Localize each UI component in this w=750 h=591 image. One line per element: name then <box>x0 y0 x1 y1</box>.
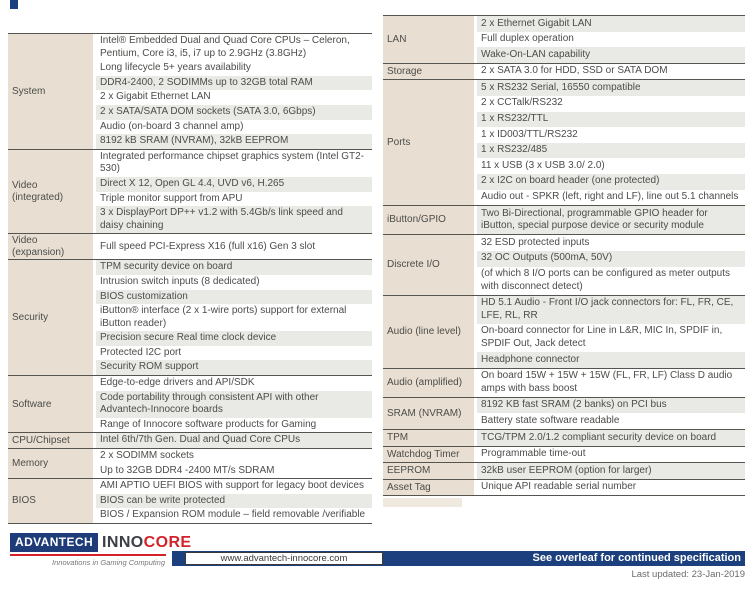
spec-label: Security <box>8 260 93 375</box>
spec-row: Protected I2C port <box>100 346 182 358</box>
spec-values <box>96 479 372 523</box>
spec-values <box>96 234 372 259</box>
spec-row: 2 x Gigabit Ethernet LAN <box>100 91 211 103</box>
spec-row: 5 x RS232 Serial, 16550 compatible <box>477 80 745 96</box>
spec-row: HD 5.1 Audio - Front I/O jack connectors for: FL, FR, CE, LFE, RL, RR <box>477 296 745 324</box>
spec-row: Audio out - SPKR (left, right and LF), line out 5.1 channels <box>481 191 739 203</box>
spec-section-audio-amplified <box>383 368 745 397</box>
spec-row: BIOS / Expansion ROM module – field removable /verifiable <box>100 509 366 521</box>
spec-label: BIOS <box>8 479 93 523</box>
spec-values <box>96 449 372 478</box>
spec-section-video-expansion <box>8 233 372 259</box>
spec-row: 2 x CCTalk/RS232 <box>481 97 563 109</box>
header-accent-square <box>10 0 18 9</box>
spec-label: Software <box>8 376 93 432</box>
spec-section-asset-tag <box>383 479 745 497</box>
spec-row: Full duplex operation <box>481 33 574 45</box>
spec-row: BIOS customization <box>96 290 372 305</box>
spec-section-ports <box>383 79 745 205</box>
spec-row: On board 15W + 15W + 15W (FL, FR, LF) Class D audio amps with bass boost <box>481 370 733 394</box>
spec-row: 32 ESD protected inputs <box>481 236 590 248</box>
spec-section-discrete-i-o <box>383 234 745 294</box>
spec-row: iButton® interface (2 x 1-wire ports) support for external iButton reader) <box>100 305 347 329</box>
spec-row: TPM security device on board <box>96 260 372 275</box>
spec-label: EEPROM <box>383 463 474 479</box>
spec-row: Range of Innocore software products for Gaming <box>100 418 317 430</box>
spec-label: LAN <box>383 16 474 63</box>
spec-row: DDR4-2400, 2 SODIMMs up to 32GB total RAM <box>96 76 372 91</box>
spec-values <box>477 206 745 234</box>
spec-section-eeprom <box>383 462 745 479</box>
spec-section-system <box>8 33 372 149</box>
spec-label: SRAM (NVRAM) <box>383 398 474 429</box>
spec-label: Ports <box>383 80 474 205</box>
spec-section-watchdog-timer <box>383 446 745 463</box>
spec-label: Audio (line level) <box>383 296 474 368</box>
overleaf-note: See overleaf for continued specification <box>532 552 741 564</box>
spec-row: 1 x ID003/TTL/RS232 <box>481 128 578 140</box>
spec-row: On-board connector for Line in L&R, MIC In, SPDIF in, SPDIF Out, Jack detect <box>481 325 723 349</box>
spec-row: Audio (on-board 3 channel amp) <box>100 120 244 132</box>
spec-values <box>477 369 745 397</box>
spec-label: Video (expansion) <box>8 234 93 259</box>
spec-section-cpu-chipset <box>8 432 372 448</box>
spec-section-storage <box>383 63 745 80</box>
footer-blue-bar <box>172 551 745 566</box>
last-updated-text: Last updated: 23-Jan-2019 <box>631 569 745 580</box>
spec-section-ibutton-gpio <box>383 205 745 234</box>
spec-label: iButton/GPIO <box>383 206 474 234</box>
spec-row: 2 x I2C on board header (one protected) <box>477 174 745 190</box>
spec-row: Full speed PCI-Express X16 (full x16) Gen 3 slot <box>100 240 316 252</box>
spec-row: Direct X 12, Open GL 4.4, UVD v6, H.265 <box>96 177 372 192</box>
spec-row: Headphone connector <box>477 352 745 368</box>
spec-row: Intrusion switch inputs (8 dedicated) <box>100 275 260 287</box>
spec-row: Programmable time-out <box>481 448 586 460</box>
spec-row: TCG/TPM 2.0/1.2 compliant security device on board <box>477 430 745 446</box>
table-remnant-cell <box>383 498 462 507</box>
logo-tagline: Innovations in Gaming Computing <box>52 558 165 567</box>
spec-row: Intel 6th/7th Gen. Dual and Quad Core CPUs <box>96 433 372 448</box>
spec-section-audio-line-level <box>383 295 745 368</box>
spec-section-software <box>8 375 372 432</box>
spec-label: System <box>8 34 93 149</box>
spec-row: BIOS can be write protected <box>96 494 372 509</box>
spec-row: AMI APTIO UEFI BIOS with support for legacy boot devices <box>100 480 364 492</box>
spec-values <box>477 430 745 446</box>
spec-section-tpm <box>383 429 745 446</box>
spec-values <box>477 64 745 80</box>
spec-values <box>477 235 745 294</box>
spec-row: Unique API readable serial number <box>481 481 637 493</box>
spec-row: 1 x RS232/TTL <box>477 112 745 128</box>
spec-section-sram-nvram <box>383 397 745 429</box>
spec-section-memory <box>8 448 372 478</box>
spec-values <box>477 463 745 479</box>
spec-row: Up to 32GB DDR4 -2400 MT/s SDRAM <box>100 464 275 476</box>
spec-label: Asset Tag <box>383 480 474 496</box>
spec-row: Precision secure Real time clock device <box>96 331 372 346</box>
spec-row: Triple monitor support from APU <box>100 192 243 204</box>
spec-label: Watchdog Timer <box>383 447 474 463</box>
spec-row: Security ROM support <box>96 360 372 375</box>
spec-row: 32 OC Outputs (500mA, 50V) <box>477 251 745 267</box>
spec-values <box>477 398 745 429</box>
spec-row: 3 x DisplayPort DP++ v1.2 with 5.4Gb/s link speed and daisy chaining <box>96 206 372 233</box>
spec-section-lan <box>383 15 745 63</box>
logo-red-rule <box>10 554 166 556</box>
spec-row: Integrated performance chipset graphics system (Intel GT2-530) <box>100 150 365 175</box>
spec-row: Wake-On-LAN capability <box>477 47 745 63</box>
spec-label: Discrete I/O <box>383 235 474 294</box>
spec-values <box>96 260 372 375</box>
spec-label: CPU/Chipset <box>8 433 93 448</box>
spec-row: Long lifecycle 5+ years availability <box>100 62 251 74</box>
spec-row: Edge-to-edge drivers and API/SDK <box>100 377 255 389</box>
spec-row: 11 x USB (3 x USB 3.0/ 2.0) <box>481 159 605 171</box>
spec-section-security <box>8 259 372 375</box>
spec-values <box>96 150 372 234</box>
spec-label: Memory <box>8 449 93 478</box>
advantech-innocore-logo <box>10 533 192 567</box>
spec-values <box>477 16 745 63</box>
spec-label: Storage <box>383 64 474 80</box>
spec-row: 2 x SODIMM sockets <box>100 450 194 462</box>
spec-row: 8192 KB fast SRAM (2 banks) on PCI bus <box>477 398 745 414</box>
spec-row: (of which 8 I/O ports can be configured as meter outputs with disconnect detect) <box>481 268 731 292</box>
spec-row: Code portability through consistent API with other Advantech-Innocore boards <box>96 391 372 418</box>
spec-table-right <box>383 15 745 496</box>
spec-values <box>477 447 745 463</box>
spec-row: 2 x SATA/SATA DOM sockets (SATA 3.0, 6Gbps) <box>96 105 372 120</box>
innocore-wordmark: INNOCORE <box>102 533 192 551</box>
spec-section-video-integrated <box>8 149 372 234</box>
spec-values <box>96 433 372 448</box>
spec-row: 32kB user EEPROM (option for larger) <box>477 463 745 479</box>
spec-label: Audio (amplified) <box>383 369 474 397</box>
website-url: www.advantech-innocore.com <box>185 552 383 565</box>
spec-section-bios <box>8 478 372 524</box>
spec-row: 2 x Ethernet Gigabit LAN <box>477 16 745 32</box>
spec-table-left <box>8 33 372 524</box>
spec-values <box>96 376 372 432</box>
advantech-wordmark: ADVANTECH <box>10 533 98 552</box>
spec-values <box>477 296 745 368</box>
spec-values <box>96 34 372 149</box>
spec-row: 8192 kB SRAM (NVRAM), 32kB EEPROM <box>96 134 372 149</box>
spec-row: Intel® Embedded Dual and Quad Core CPUs – Celeron, Pentium, Core i3, i5, i7 up to 2.9GHz (3.8GHz) <box>100 35 350 59</box>
spec-values <box>477 480 745 496</box>
spec-label: TPM <box>383 430 474 446</box>
spec-row: Battery state software readable <box>481 414 620 426</box>
spec-row: 1 x RS232/485 <box>477 143 745 159</box>
spec-values <box>477 80 745 205</box>
spec-label: Video (integrated) <box>8 150 93 234</box>
spec-row: Two Bi-Directional, programmable GPIO header for iButton, special purpose device or security module <box>477 206 745 234</box>
spec-row: 2 x SATA 3.0 for HDD, SSD or SATA DOM <box>481 65 668 77</box>
